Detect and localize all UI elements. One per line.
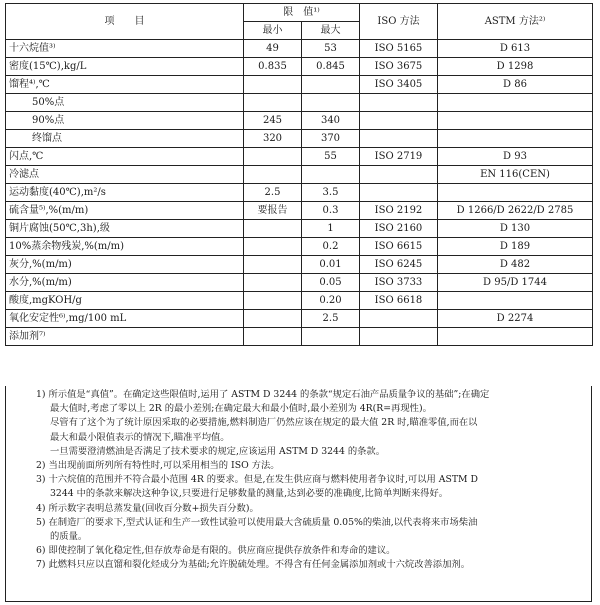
footnote-line: 3244 中的条款来解决这种争议,只要进行足够数量的测量,达到必要的准确度,比简单判断来得好。: [50, 488, 449, 500]
cell-iso: [360, 166, 438, 184]
cell-min: [244, 328, 302, 346]
cell-max: 0.3: [302, 202, 360, 220]
header-astm: ASTM 方法²⁾: [438, 4, 593, 40]
cell-max: 53: [302, 40, 360, 58]
cell-item: 馏程⁴⁾,℃: [6, 76, 244, 94]
table-row: [6, 202, 593, 220]
cell-max: 0.01: [302, 256, 360, 274]
footnote-line: 4) 所示数字表明总蒸发量(回收百分数+损失百分数)。: [36, 502, 259, 514]
cell-min: [244, 94, 302, 112]
cell-max: 0.2: [302, 238, 360, 256]
cell-min: [244, 256, 302, 274]
cell-min: 0.835: [244, 58, 302, 76]
header-item: 项 目: [6, 4, 244, 40]
cell-item: 密度(15℃),kg/L: [6, 58, 244, 76]
table-body: [6, 40, 593, 346]
cell-astm: D 95/D 1744: [438, 274, 593, 292]
spec-table: [5, 3, 593, 346]
cell-max: 340: [302, 112, 360, 130]
cell-iso: [360, 328, 438, 346]
cell-iso: ISO 2192: [360, 202, 438, 220]
cell-astm: EN 116(CEN): [438, 166, 593, 184]
cell-max: 55: [302, 148, 360, 166]
cell-item: 50%点: [6, 94, 244, 112]
cell-astm: [438, 292, 593, 310]
cell-astm: D 482: [438, 256, 593, 274]
header-row: [6, 4, 593, 22]
cell-astm: [438, 112, 593, 130]
cell-max: [302, 94, 360, 112]
cell-iso: ISO 2719: [360, 148, 438, 166]
cell-iso: ISO 6615: [360, 238, 438, 256]
cell-astm: [438, 94, 593, 112]
cell-max: 3.5: [302, 184, 360, 202]
table-row: [6, 94, 593, 112]
cell-min: [244, 220, 302, 238]
cell-max: 0.05: [302, 274, 360, 292]
cell-min: [244, 310, 302, 328]
cell-astm: D 130: [438, 220, 593, 238]
footnote-line: 最大值时,考虑了零以上 2R 的最小差别;在确定最大和最小值时,最小差别为 4R(R=再现性)。: [50, 403, 432, 415]
cell-min: 2.5: [244, 184, 302, 202]
table-row: [6, 40, 593, 58]
cell-item: 10%蒸余物残炭,%(m/m): [6, 238, 244, 256]
cell-astm: [438, 328, 593, 346]
cell-item: 酸度,mgKOH/g: [6, 292, 244, 310]
table-row: [6, 274, 593, 292]
cell-min: 320: [244, 130, 302, 148]
cell-item: 终馏点: [6, 130, 244, 148]
cell-max: [302, 76, 360, 94]
cell-item: 冷滤点: [6, 166, 244, 184]
footnote-line: 的质量。: [50, 531, 88, 543]
cell-astm: [438, 130, 593, 148]
cell-max: [302, 166, 360, 184]
table-row: [6, 292, 593, 310]
cell-astm: D 613: [438, 40, 593, 58]
cell-astm: D 2274: [438, 310, 593, 328]
footnote-line: 7) 此燃料只应以直馏和裂化烃成分为基础;允许脱硫处理。不得含有任何金属添加剂或十六烷改善添加剂。: [36, 559, 470, 571]
cell-astm: D 1266/D 2622/D 2785: [438, 202, 593, 220]
cell-item: 铜片腐蚀(50℃,3h),级: [6, 220, 244, 238]
cell-max: 0.20: [302, 292, 360, 310]
footnote-line: 1) 所示值是“真值”。在确定这些限值时,运用了 ASTM D 3244 的条款“规定石油产品质量争议的基础”;在确定: [36, 389, 490, 400]
header-limit: 限 值¹⁾: [244, 4, 360, 22]
cell-iso: [360, 112, 438, 130]
cell-iso: [360, 184, 438, 202]
footnote-line: 5) 在制造厂的要求下,型式认证和生产一致性试验可以使用最大含硫质量 0.05%的柴油,以代表将来市场柴油: [36, 516, 478, 528]
cell-min: [244, 292, 302, 310]
table-row: [6, 328, 593, 346]
cell-iso: [360, 310, 438, 328]
cell-astm: D 93: [438, 148, 593, 166]
cell-iso: ISO 3675: [360, 58, 438, 76]
cell-astm: [438, 184, 593, 202]
cell-max: 2.5: [302, 310, 360, 328]
cell-astm: D 189: [438, 238, 593, 256]
table-row: [6, 58, 593, 76]
cell-min: [244, 166, 302, 184]
table-row: [6, 184, 593, 202]
cell-max: [302, 328, 360, 346]
footnote-line: 2) 当出现前面所列所有特性时,可以采用相当的 ISO 方法。: [36, 460, 280, 472]
cell-item: 运动黏度(40℃),m²/s: [6, 184, 244, 202]
footnotes: [5, 386, 592, 602]
cell-item: 灰分,%(m/m): [6, 256, 244, 274]
table-row: [6, 148, 593, 166]
cell-iso: ISO 3733: [360, 274, 438, 292]
table-row: [6, 220, 593, 238]
table-row: [6, 256, 593, 274]
cell-item: 十六烷值³⁾: [6, 40, 244, 58]
cell-item: 90%点: [6, 112, 244, 130]
cell-max: 370: [302, 130, 360, 148]
cell-iso: ISO 6618: [360, 292, 438, 310]
table-row: [6, 310, 593, 328]
cell-min: 245: [244, 112, 302, 130]
cell-min: 49: [244, 40, 302, 58]
cell-astm: D 1298: [438, 58, 593, 76]
cell-max: 0.845: [302, 58, 360, 76]
footnote-line: 一旦需要澄清燃油是否满足了技术要求的规定,应该运用 ASTM D 3244 的条款。: [50, 445, 386, 457]
cell-iso: ISO 2160: [360, 220, 438, 238]
cell-astm: D 86: [438, 76, 593, 94]
cell-iso: [360, 130, 438, 148]
cell-min: [244, 238, 302, 256]
cell-iso: ISO 6245: [360, 256, 438, 274]
table-row: [6, 166, 593, 184]
cell-item: 闪点,℃: [6, 148, 244, 166]
footnote-line: 6) 即使控制了氧化稳定性,但存放寿命是有限的。供应商应提供存放条件和寿命的建议。: [36, 545, 396, 557]
cell-min: [244, 274, 302, 292]
footnote-line: 3) 十六烷值的范围并不符合最小范围 4R 的要求。但是,在发生供应商与燃料使用者争议时,可以用 ASTM D: [36, 474, 478, 486]
cell-min: 要报告: [244, 202, 302, 220]
header-min: 最小: [244, 22, 302, 40]
footnote-line: 最大和最小限值表示的情况下,瞄准平均值。: [50, 431, 230, 443]
table-row: [6, 130, 593, 148]
cell-iso: ISO 3405: [360, 76, 438, 94]
header-max: 最大: [302, 22, 360, 40]
footnote-line: 尽管有了这个为了统计原因采取的必要措施,燃料制造厂仍然应该在规定的最大值 2R 时,瞄准零值,而在以: [50, 417, 478, 429]
table-row: [6, 76, 593, 94]
cell-item: 氧化安定性⁶⁾,mg/100 mL: [6, 310, 244, 328]
cell-iso: [360, 94, 438, 112]
cell-iso: ISO 5165: [360, 40, 438, 58]
header-iso: ISO 方法: [360, 4, 438, 40]
cell-min: [244, 148, 302, 166]
cell-max: 1: [302, 220, 360, 238]
table-row: [6, 238, 593, 256]
table-row: [6, 112, 593, 130]
cell-item: 水分,%(m/m): [6, 274, 244, 292]
cell-item: 硫含量⁵⁾,%(m/m): [6, 202, 244, 220]
cell-item: 添加剂⁷⁾: [6, 328, 244, 346]
cell-min: [244, 76, 302, 94]
